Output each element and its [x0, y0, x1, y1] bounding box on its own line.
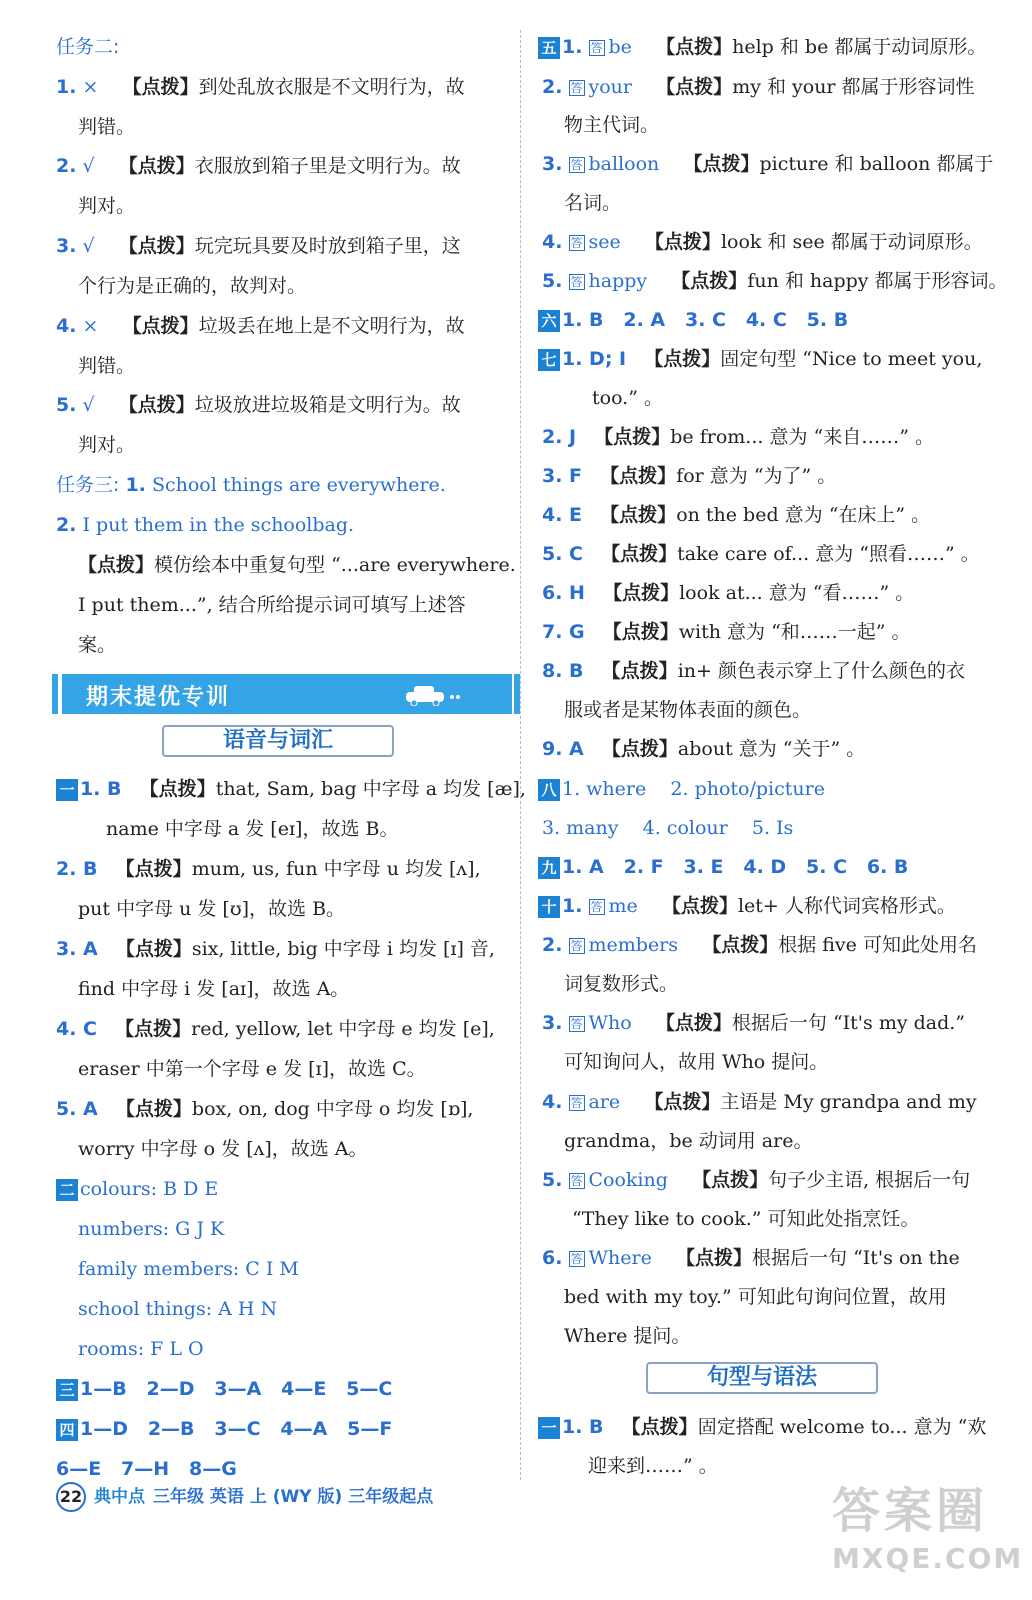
answer-mark-icon: 答	[570, 1096, 583, 1110]
answer-mark-icon: 答	[570, 939, 583, 953]
s10-item-6-cont-2: Where 提问。	[564, 1325, 691, 1347]
s5-item-5: 5. 答 happy 【点拨】fun 和 happy 都属于形容词。	[542, 270, 1008, 292]
section-banner	[62, 674, 512, 714]
s10-item-4-cont: grandma，be 动词用 are。	[564, 1130, 813, 1152]
s7-item-7: 7. G 【点拨】with 意为 “和……一起” 。	[542, 621, 911, 643]
s10-item-4: 4. 答 are 【点拨】主语是 My grandpa and my	[542, 1091, 977, 1113]
s7-item-3: 3. F 【点拨】for 意为 “为了” 。	[542, 465, 837, 487]
brand-logo: 典中点	[94, 1487, 145, 1507]
banner-stripe	[52, 674, 58, 714]
s7-item-8: 8. B 【点拨】in+ 颜色表示穿上了什么颜色的衣	[542, 660, 965, 682]
s5-item-1: 五 1. 答 be 【点拨】help 和 be 都属于动词原形。	[538, 34, 986, 60]
banner-stripe	[514, 674, 520, 714]
task3-item-1: 任务三: 1. School things are everywhere.	[56, 474, 446, 496]
answer-mark-icon: 答	[570, 1017, 583, 1031]
s10-item-6: 6. 答 Where 【点拨】根据后一句 “It's on the	[542, 1247, 960, 1269]
s1-item-2-cont: put 中字母 u 发 [ʊ]，故选 B。	[78, 898, 346, 920]
s2-item-3: family members: C I M	[78, 1258, 299, 1280]
section-box-title: 语音与词汇	[162, 725, 394, 757]
s2-item-5: rooms: F L O	[78, 1338, 204, 1360]
task2-item-5-cont: 判对。	[78, 434, 136, 456]
task2-item-2-cont: 判对。	[78, 195, 136, 217]
s8-answers: 八 1. where 2. photo/picture	[538, 776, 825, 802]
answer-mark-icon: 答	[570, 1252, 583, 1266]
s10-item-5-cont: “They like to cook.” 可知此处指烹饪。	[572, 1208, 920, 1230]
s1-item-1: 一 1. B 【点拨】that, Sam, bag 中字母 a 均发 [æ],	[56, 776, 526, 802]
task3-tip: 【点拨】模仿绘本中重复句型 “...are everywhere.	[78, 554, 516, 576]
s5-item-2-cont: 物主代词。	[564, 114, 660, 136]
section-box-title-2: 句型与语法	[646, 1362, 878, 1394]
s8-answers-cont: 3. many 4. colour 5. Is	[542, 817, 794, 839]
s7-item-9: 9. A 【点拨】about 意为 “关于” 。	[542, 738, 866, 760]
task3-tip-cont-2: 案。	[78, 634, 117, 656]
watermark-url: MXQE.COM	[832, 1542, 1024, 1575]
answer-mark-icon: 答	[570, 1174, 583, 1188]
s2-item-4: school things: A H N	[78, 1298, 278, 1320]
page-footer	[56, 1482, 433, 1512]
s10-item-3-cont: 可知询问人，故用 Who 提问。	[564, 1051, 829, 1073]
car-icon	[402, 684, 462, 711]
s1-item-3: 3. A 【点拨】six, little, big 中字母 i 均发 [ɪ] 音,	[56, 938, 495, 960]
task2-item-4-cont: 判错。	[78, 355, 136, 377]
s7-item-2: 2. J 【点拨】be from... 意为 “来自……” 。	[542, 426, 934, 448]
s10-item-3: 3. 答 Who 【点拨】根据后一句 “It's my dad.”	[542, 1012, 966, 1034]
s11-item-1-cont: 迎来到……” 。	[588, 1455, 718, 1477]
s10-item-5: 5. 答 Cooking 【点拨】句子少主语, 根据后一句	[542, 1169, 971, 1191]
s10-item-2-cont: 词复数形式。	[564, 973, 679, 995]
page-number: 22	[56, 1482, 86, 1512]
answer-mark-icon: 答	[570, 158, 583, 172]
s3-answers: 三 1—B 2—D 3—A 4—E 5—C	[56, 1376, 392, 1402]
s4-answers-cont: 6—E 7—H 8—G	[56, 1458, 237, 1480]
s7-item-6: 6. H 【点拨】look at... 意为 “看……” 。	[542, 582, 915, 604]
s1-item-2: 2. B 【点拨】mum, us, fun 中字母 u 均发 [ʌ],	[56, 858, 481, 880]
answer-mark-icon: 答	[590, 900, 603, 914]
column-divider	[520, 30, 521, 1480]
task3-tip-cont: I put them...”, 结合所给提示词可填写上述答	[78, 594, 466, 616]
s4-answers: 四 1—D 2—B 3—C 4—A 5—F	[56, 1416, 392, 1442]
s10-item-2: 2. 答 members 【点拨】根据 five 可知此处用名	[542, 934, 977, 956]
s7-item-1: 七 1. D; I 【点拨】固定句型 “Nice to meet you,	[538, 346, 982, 372]
s10-item-1: 十 1. 答 me 【点拨】let+ 人称代词宾格形式。	[538, 893, 956, 919]
s1-item-5-cont: worry 中字母 o 发 [ʌ]，故选 A。	[78, 1138, 368, 1160]
s2-item-2: numbers: G J K	[78, 1218, 225, 1240]
s1-item-5: 5. A 【点拨】box, on, dog 中字母 o 均发 [ɒ],	[56, 1098, 474, 1120]
watermark	[832, 1480, 1024, 1590]
s11-item-1: 一 1. B 【点拨】固定搭配 welcome to... 意为 “欢	[538, 1414, 986, 1440]
task2-item-3-cont: 个行为是正确的，故判对。	[78, 275, 307, 297]
task2-heading: 任务二:	[56, 36, 120, 58]
s10-item-6-cont: bed with my toy.” 可知此句询问位置，故用	[564, 1286, 947, 1308]
answer-mark-icon: 答	[570, 81, 583, 95]
s1-item-3-cont: find 中字母 i 发 [aɪ]，故选 A。	[78, 978, 350, 1000]
s5-item-4: 4. 答 see 【点拨】look 和 see 都属于动词原形。	[542, 231, 983, 253]
task3-item-2: 2. I put them in the schoolbag.	[56, 514, 355, 536]
s1-item-1-cont: name 中字母 a 发 [eɪ]，故选 B。	[106, 818, 399, 840]
s7-item-8-cont: 服或者是某物体表面的颜色。	[564, 699, 812, 721]
task2-item-2: 2. √ 【点拨】衣服放到箱子里是文明行为。故	[56, 155, 461, 177]
s1-item-4: 4. C 【点拨】red, yellow, let 中字母 e 均发 [e],	[56, 1018, 495, 1040]
s7-item-4: 4. E 【点拨】on the bed 意为 “在床上” 。	[542, 504, 931, 526]
s5-item-2: 2. 答 your 【点拨】my 和 your 都属于形容词性	[542, 76, 975, 98]
watermark-text: 答案圈	[832, 1483, 989, 1539]
s7-item-1-cont: too.” 。	[592, 387, 663, 409]
banner-title: 期末提优专训	[86, 685, 231, 710]
task2-item-1-cont: 判错。	[78, 116, 136, 138]
answer-mark-icon: 答	[590, 41, 603, 55]
answer-mark-icon: 答	[570, 236, 583, 250]
s5-item-3: 3. 答 balloon 【点拨】picture 和 balloon 都属于	[542, 153, 994, 175]
task2-item-1: 1. × 【点拨】到处乱放衣服是不文明行为，故	[56, 76, 465, 98]
s2-item-1: 二 colours: B D E	[56, 1176, 218, 1202]
task2-item-3: 3. √ 【点拨】玩完玩具要及时放到箱子里，这	[56, 235, 461, 257]
task2-item-5: 5. √ 【点拨】垃圾放进垃圾箱是文明行为。故	[56, 394, 461, 416]
s1-item-4-cont: eraser 中第一个字母 e 发 [ɪ]，故选 C。	[78, 1058, 426, 1080]
s7-item-5: 5. C 【点拨】take care of... 意为 “照看……” 。	[542, 543, 980, 565]
s9-answers: 九 1. A 2. F 3. E 4. D 5. C 6. B	[538, 854, 908, 880]
s6-answers: 六 1. B 2. A 3. C 4. C 5. B	[538, 307, 848, 333]
s5-item-3-cont: 名词。	[564, 192, 622, 214]
task2-item-4: 4. × 【点拨】垃圾丢在地上是不文明行为，故	[56, 315, 465, 337]
footer-text: 三年级 英语 上 (WY 版) 三年级起点	[153, 1487, 434, 1507]
answer-mark-icon: 答	[570, 275, 583, 289]
